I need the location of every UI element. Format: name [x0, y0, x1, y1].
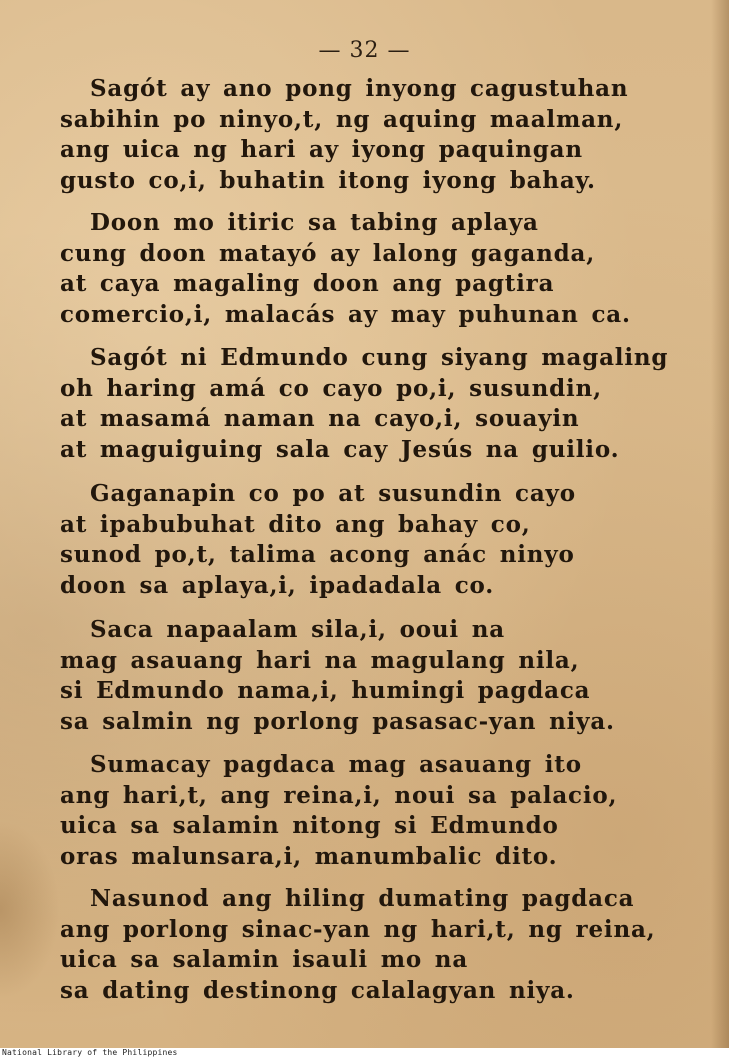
verse-line: at ipabubuhat dito ang bahay co, — [60, 510, 531, 538]
verse-line: si Edmundo nama,i, humingi pagdaca — [60, 677, 591, 704]
verse-line: Sagót ay ano pong inyong cagustuhan — [90, 75, 629, 102]
verse-line: Sagót ni Edmundo cung siyang magaling — [90, 344, 669, 371]
verse-line: Saca napaalam sila,i, ooui na — [90, 616, 505, 643]
verse-line: Doon mo itiric sa tabing aplaya — [90, 209, 539, 236]
verse-line: sunod po,t, talima acong anác ninyo — [60, 541, 575, 568]
verse-line: ang hari,t, ang reina,i, noui sa palacio, — [60, 781, 618, 809]
page-number: — 32 — — [318, 38, 411, 63]
verse-line: ang uica ng hari ay iyong paquingan — [60, 136, 583, 163]
verse-line: sa dating destinong calalagyan niya. — [60, 976, 575, 1004]
paper-stain — [0, 820, 60, 1000]
verse-line: mag asauang hari na magulang nila, — [60, 646, 580, 674]
verse-line: oras malunsara,i, manumbalic dito. — [60, 842, 558, 870]
verse-line: oh haring amá co cayo po,i, susundin, — [60, 374, 602, 402]
verse-line: at maguiguing sala cay Jesús na guilio. — [60, 435, 620, 463]
verse-line: at caya magaling doon ang pagtira — [60, 270, 555, 297]
page-edge-shadow — [711, 0, 729, 1048]
verse-line: doon sa aplaya,i, ipadadala co. — [60, 571, 495, 599]
stanza-3 — [60, 343, 700, 465]
stanza-5 — [60, 615, 700, 737]
verse-line: gusto co,i, buhatin itong iyong bahay. — [60, 166, 596, 194]
verse-line: ang porlong sinac-yan ng hari,t, ng reina, — [60, 915, 656, 943]
stanza-1 — [60, 74, 700, 196]
stanza-2 — [60, 208, 700, 330]
stanza-7 — [60, 884, 700, 1006]
stanza-4 — [60, 479, 700, 601]
verse-line: at masamá naman na cayo,i, souayin — [60, 405, 580, 432]
verse-line: cung doon matayó ay lalong gaganda, — [60, 239, 595, 267]
verse-line: sabihin po ninyo,t, ng aquing maalman, — [60, 105, 624, 133]
verse-line: comercio,i, malacás ay may puhunan ca. — [60, 300, 631, 328]
verse-line: Sumacay pagdaca mag asauang ito — [90, 751, 582, 778]
verse-line: uica sa salamin isauli mo na — [60, 946, 469, 973]
stanza-6 — [60, 750, 700, 872]
verse-line: Gaganapin co po at susundin cayo — [90, 480, 576, 507]
verse-line: sa salmin ng porlong pasasac-yan niya. — [60, 707, 615, 735]
verse-line: uica sa salamin nitong si Edmundo — [60, 812, 559, 839]
library-credit: National Library of the Philippines — [2, 1048, 178, 1057]
verse-line: Nasunod ang hiling dumating pagdaca — [90, 885, 635, 912]
